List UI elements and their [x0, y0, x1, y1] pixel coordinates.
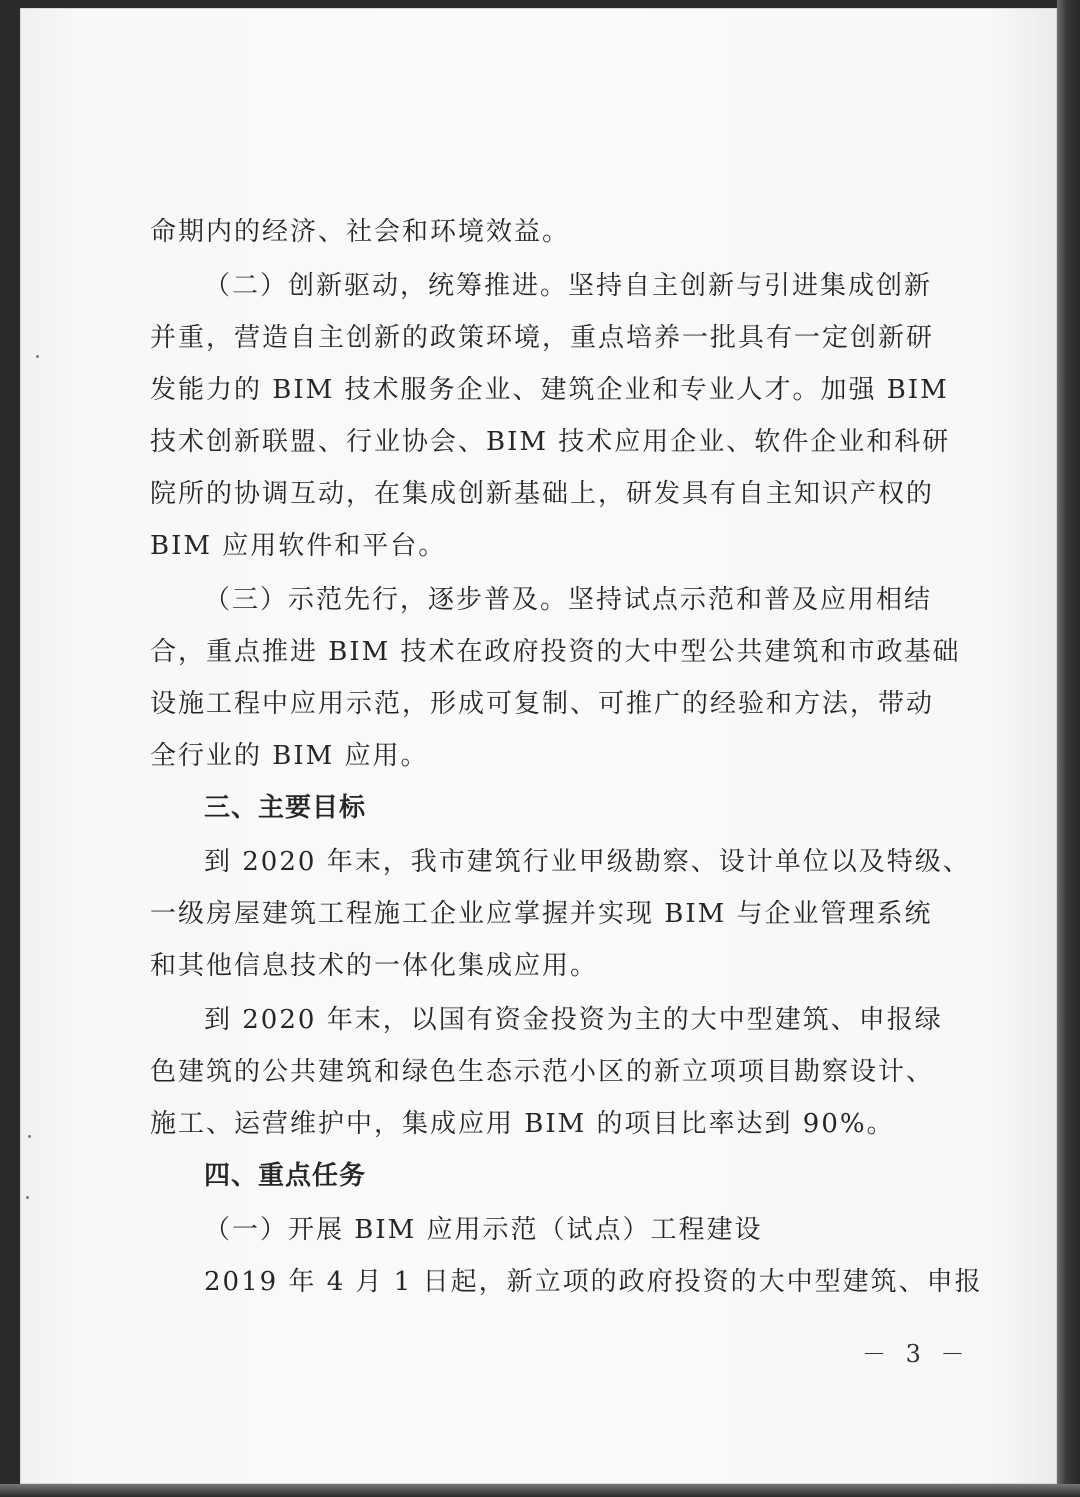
body-line: 色建筑的公共建筑和绿色生态示范小区的新立项项目勘察设计、	[150, 1057, 935, 1087]
section-heading: 三、主要目标	[204, 793, 367, 823]
paragraph-heading-line: （三）示范先行，逐步普及。坚持试点示范和普及应用相结	[204, 585, 933, 615]
body-line: 和其他信息技术的一体化集成应用。	[150, 951, 599, 981]
page-number: － 3 －	[862, 1340, 971, 1368]
body-line: 全行业的 BIM 应用。	[150, 741, 429, 771]
page-shadow-bottom	[0, 1484, 1080, 1497]
body-line: BIM 应用软件和平台。	[150, 531, 447, 561]
body-line: 技术创新联盟、行业协会、BIM 技术应用企业、软件企业和科研	[150, 427, 951, 457]
body-line: 院所的协调互动，在集成创新基础上，研发具有自主知识产权的	[150, 479, 935, 509]
body-line: 设施工程中应用示范，形成可复制、可推广的经验和方法，带动	[150, 689, 935, 719]
body-line: 合，重点推进 BIM 技术在政府投资的大中型公共建筑和市政基础	[150, 637, 961, 667]
scan-speck	[28, 1135, 31, 1138]
body-line: 施工、运营维护中，集成应用 BIM 的项目比率达到 90%。	[150, 1109, 895, 1139]
scan-speck	[26, 1196, 29, 1199]
page-shadow-right	[1057, 0, 1080, 1497]
body-line: 命期内的经济、社会和环境效益。	[150, 217, 571, 247]
section-heading: 四、重点任务	[204, 1161, 367, 1191]
body-line: 一级房屋建筑工程施工企业应掌握并实现 BIM 与企业管理系统	[150, 899, 933, 929]
body-line: 发能力的 BIM 技术服务企业、建筑企业和专业人才。加强 BIM	[150, 375, 949, 405]
paragraph-heading-line: （二）创新驱动，统筹推进。坚持自主创新与引进集成创新	[204, 271, 933, 301]
subsection-heading: （一）开展 BIM 应用示范（试点）工程建设	[204, 1215, 763, 1245]
body-line: 到 2020 年末，以国有资金投资为主的大中型建筑、申报绿	[204, 1005, 943, 1035]
body-line: 2019 年 4 月 1 日起，新立项的政府投资的大中型建筑、申报	[204, 1267, 983, 1297]
body-line: 并重，营造自主创新的政策环境，重点培养一批具有一定创新研	[150, 323, 935, 353]
body-line: 到 2020 年末，我市建筑行业甲级勘察、设计单位以及特级、	[204, 847, 971, 877]
scan-speck	[36, 355, 39, 358]
